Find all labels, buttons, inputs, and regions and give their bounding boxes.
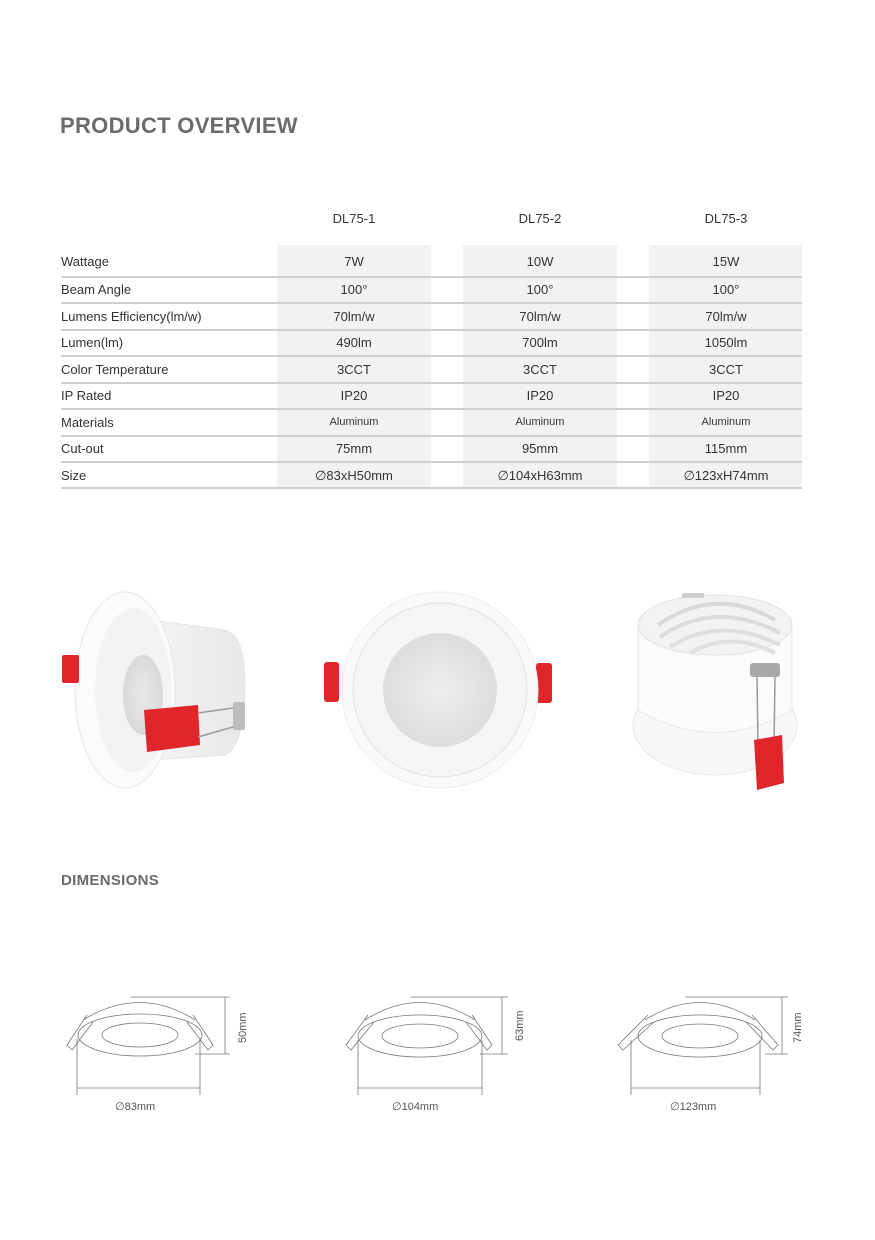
row-divider <box>61 435 802 437</box>
row-label: Wattage <box>61 254 109 269</box>
table-cell: 70lm/w <box>519 309 561 324</box>
table-cell: ∅104xH63mm <box>497 468 583 483</box>
table-cell: 1050lm <box>704 335 748 350</box>
spring-clip-icon <box>62 655 79 683</box>
row-label: Size <box>61 468 87 483</box>
table-cell: 490lm <box>336 335 372 350</box>
model-header-dl75-3: DL75-3 <box>704 211 748 226</box>
row-divider <box>61 276 802 278</box>
downlight-rear-heatsink-image <box>630 585 810 795</box>
model-header-dl75-1: DL75-1 <box>332 211 376 226</box>
height-label: 74mm <box>792 1012 804 1043</box>
row-label: Materials <box>61 415 114 430</box>
height-label: 50mm <box>237 1012 249 1043</box>
table-cell: 75mm <box>335 441 373 456</box>
row-divider <box>61 487 802 489</box>
table-cell: 115mm <box>704 441 748 456</box>
table-cell: 10W <box>526 254 554 269</box>
table-cell: 100° <box>526 282 554 297</box>
downlight-angled-front-image <box>55 585 255 795</box>
dimension-drawing-dl75-1 <box>55 990 255 1100</box>
table-row-size <box>61 468 802 495</box>
row-divider <box>61 461 802 463</box>
table-cell: 700lm <box>522 335 558 350</box>
row-divider <box>61 382 802 384</box>
row-label: Beam Angle <box>61 282 132 297</box>
table-cell: IP20 <box>526 388 554 403</box>
table-row-lumens-efficiency <box>61 309 802 336</box>
downlight-front-image <box>322 590 557 795</box>
table-cell: IP20 <box>340 388 368 403</box>
product-overview-heading: PRODUCT OVERVIEW <box>60 113 298 138</box>
table-row-color-temperature <box>61 362 802 389</box>
row-label: Color Temperature <box>61 362 169 377</box>
dimension-drawing-dl75-2 <box>330 990 530 1100</box>
row-label: Lumen(lm) <box>61 335 124 350</box>
table-cell: 70lm/w <box>333 309 375 324</box>
table-cell: 100° <box>340 282 368 297</box>
table-cell: ∅123xH74mm <box>683 468 769 483</box>
table-cell: 3CCT <box>709 362 743 377</box>
table-cell: Aluminum <box>515 416 565 428</box>
row-label: Lumens Efficiency(lm/w) <box>61 309 202 324</box>
table-cell: 95mm <box>521 441 559 456</box>
row-divider <box>61 408 802 410</box>
table-cell: 7W <box>344 254 364 269</box>
table-row-materials <box>61 415 802 442</box>
table-cell: 3CCT <box>523 362 557 377</box>
diameter-label: ∅83mm <box>115 1101 156 1113</box>
diameter-label: ∅104mm <box>392 1101 439 1113</box>
dimension-drawing-dl75-3 <box>610 990 810 1100</box>
table-row-beam-angle <box>61 282 802 309</box>
diameter-label: ∅123mm <box>670 1101 717 1113</box>
row-divider <box>61 355 802 357</box>
table-cell: IP20 <box>712 388 740 403</box>
table-row-ip-rated <box>61 388 802 415</box>
model-header-dl75-2: DL75-2 <box>518 211 562 226</box>
table-cell: 70lm/w <box>705 309 747 324</box>
row-divider <box>61 302 802 304</box>
height-label: 63mm <box>514 1010 526 1041</box>
dimensions-heading: DIMENSIONS <box>61 872 160 889</box>
table-row-lumen <box>61 335 802 362</box>
row-divider <box>61 329 802 331</box>
row-label: Cut-out <box>61 441 104 456</box>
row-label: IP Rated <box>61 388 112 403</box>
table-cell: ∅83xH50mm <box>315 468 393 483</box>
table-cell: Aluminum <box>329 416 379 428</box>
table-cell: 3CCT <box>337 362 371 377</box>
table-cell: 100° <box>712 282 740 297</box>
table-cell: 15W <box>712 254 740 269</box>
table-cell: Aluminum <box>701 416 751 428</box>
table-row-cut-out <box>61 441 802 468</box>
